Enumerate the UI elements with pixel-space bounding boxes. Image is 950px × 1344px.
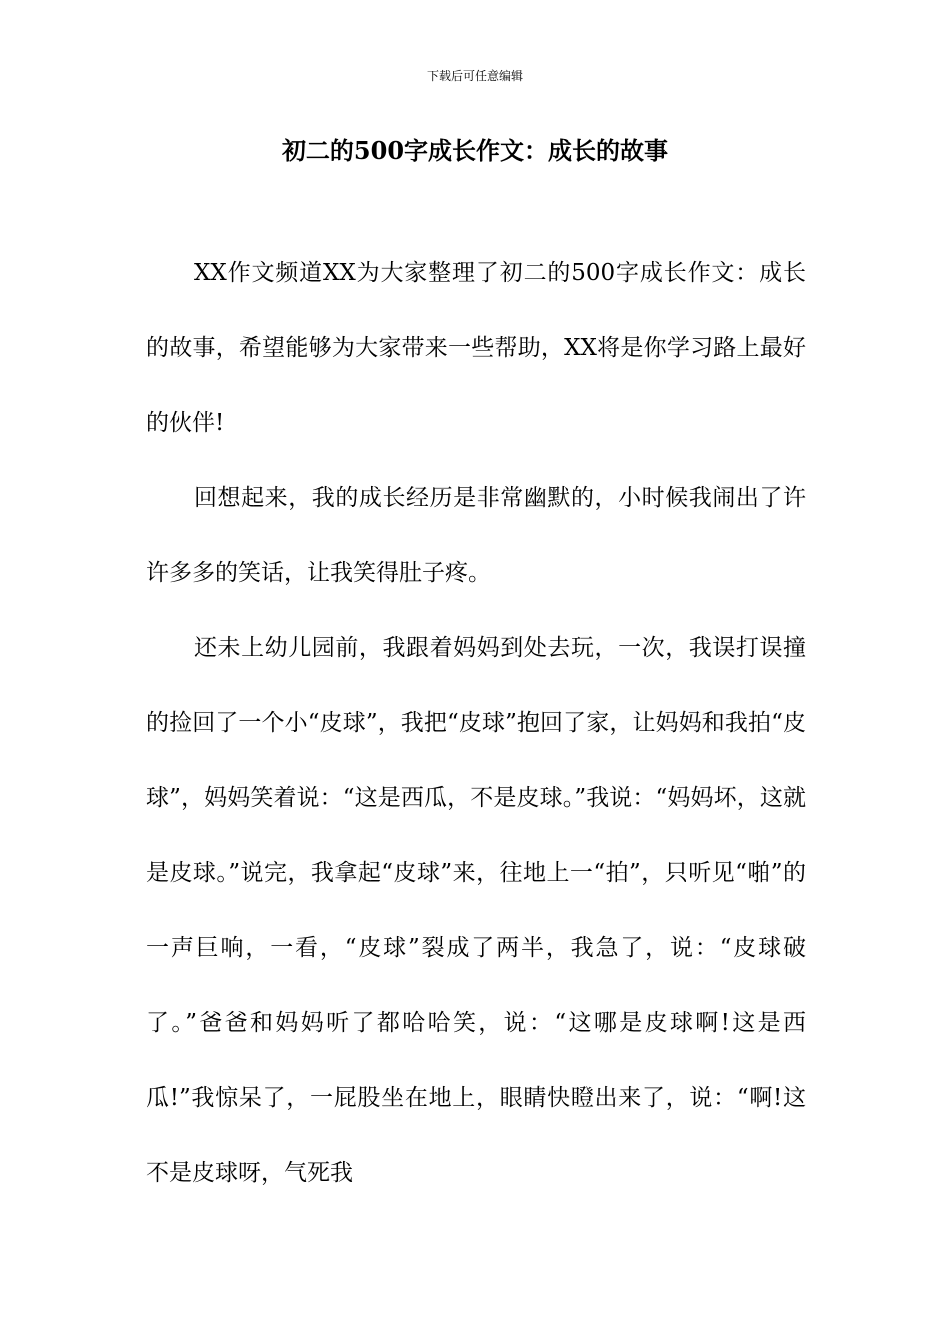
paragraph-watermelon-story: 还未上幼儿园前，我跟着妈妈到处去玩，一次，我误打误撞的捡回了一个小“皮球”，我把“皮球”抱回了家，让妈妈和我拍“皮球”，妈妈笑着说：“这是西瓜，不是皮球。”我说：“妈妈坏，这就是皮球。”说完，我拿起“皮球”来，往地上一“拍”，只听见“啪”的一声巨响，一看，“皮球”裂成了两半，我急了，说：“皮球破了。”爸爸和妈妈听了都哈哈笑，说：“这哪是皮球啊!这是西瓜!”我惊呆了，一屁股坐在地上，眼睛快瞪出来了，说：“啊!这不是皮球呀，气死我 (146, 635, 806, 1186)
paragraph-recall: 回想起来，我的成长经历是非常幽默的，小时候我闹出了许许多多的笑话，让我笑得肚子疼。 (146, 485, 806, 586)
header-note: 下载后可任意编辑 (426, 69, 523, 83)
paragraph-intro: XX作文频道XX为大家整理了初二的500字成长作文：成长的故事，希望能够为大家带来一些帮助，XX将是你学习路上最好的伙伴! (146, 260, 806, 436)
document-title: 初二的500字成长作文：成长的故事 (281, 136, 669, 165)
document-body (146, 236, 806, 1211)
